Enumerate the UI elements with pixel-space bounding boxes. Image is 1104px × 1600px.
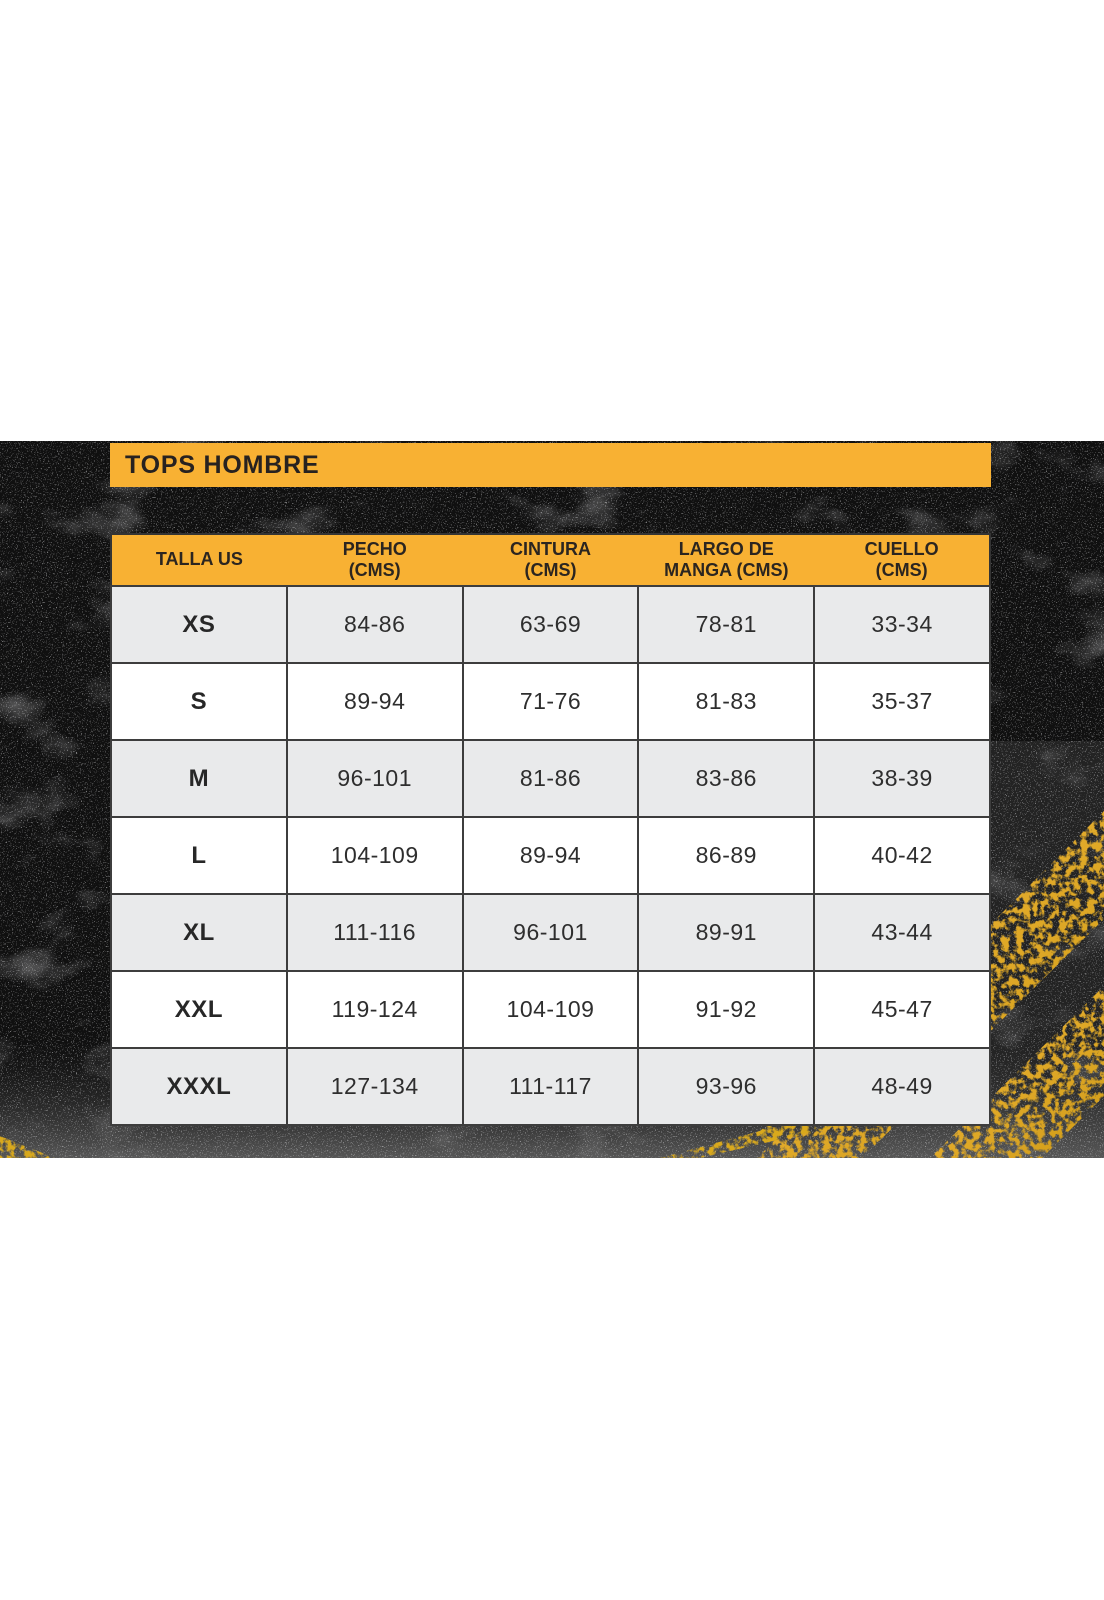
header-label: CINTURA: [509, 538, 591, 559]
cell-size: XS: [111, 586, 287, 663]
cell-largo-manga: 91-92: [638, 971, 814, 1048]
cell-cuello: 43-44: [814, 894, 990, 971]
header-label-line2: (CMS): [524, 560, 577, 580]
header-label: LARGO DE: [678, 538, 774, 559]
section-title: TOPS HOMBRE: [125, 450, 320, 479]
cell-pecho: 84-86: [287, 586, 463, 663]
cell-largo-manga: 93-96: [638, 1048, 814, 1125]
cell-pecho: 89-94: [287, 663, 463, 740]
cell-pecho: 96-101: [287, 740, 463, 817]
column-header-largo-de-manga: [638, 534, 814, 586]
cell-size: S: [111, 663, 287, 740]
header-label-line2: (CMS): [348, 560, 401, 580]
cell-cuello: 38-39: [814, 740, 990, 817]
column-header-cuello: [814, 534, 990, 586]
cell-cuello: 48-49: [814, 1048, 990, 1125]
header-label-line2: (CMS): [875, 560, 928, 580]
cell-cintura: 63-69: [463, 586, 639, 663]
section-title-bar: [110, 443, 991, 487]
header-label: PECHO: [342, 538, 407, 559]
cell-size: XL: [111, 894, 287, 971]
header-label-line2: MANGA (CMS): [664, 560, 789, 580]
cell-cuello: 40-42: [814, 817, 990, 894]
table-row-xs: [111, 586, 990, 663]
cell-cuello: 33-34: [814, 586, 990, 663]
cell-largo-manga: 89-91: [638, 894, 814, 971]
table-row-l: [111, 817, 990, 894]
cell-size: L: [111, 817, 287, 894]
cell-pecho: 104-109: [287, 817, 463, 894]
cell-largo-manga: 81-83: [638, 663, 814, 740]
column-header-talla-us: [111, 534, 287, 586]
table-row-m: [111, 740, 990, 817]
cell-largo-manga: 83-86: [638, 740, 814, 817]
table-row-s: [111, 663, 990, 740]
cell-largo-manga: 78-81: [638, 586, 814, 663]
cell-pecho: 119-124: [287, 971, 463, 1048]
column-header-pecho: [287, 534, 463, 586]
cell-cintura: 81-86: [463, 740, 639, 817]
header-row: [111, 534, 990, 586]
size-chart-table: [110, 533, 991, 1126]
cell-largo-manga: 86-89: [638, 817, 814, 894]
cell-cintura: 71-76: [463, 663, 639, 740]
cell-cuello: 35-37: [814, 663, 990, 740]
cell-cuello: 45-47: [814, 971, 990, 1048]
cell-pecho: 127-134: [287, 1048, 463, 1125]
cell-cintura: 96-101: [463, 894, 639, 971]
cell-size: XXL: [111, 971, 287, 1048]
cell-size: M: [111, 740, 287, 817]
cell-cintura: 89-94: [463, 817, 639, 894]
table-row-xxl: [111, 971, 990, 1048]
cell-size: XXXL: [111, 1048, 287, 1125]
cell-pecho: 111-116: [287, 894, 463, 971]
table-row-xxxl: [111, 1048, 990, 1125]
header-label: CUELLO: [864, 538, 939, 559]
column-header-cintura: [463, 534, 639, 586]
header-label: TALLA US: [155, 549, 243, 570]
cell-cintura: 111-117: [463, 1048, 639, 1125]
table-row-xl: [111, 894, 990, 971]
cell-cintura: 104-109: [463, 971, 639, 1048]
